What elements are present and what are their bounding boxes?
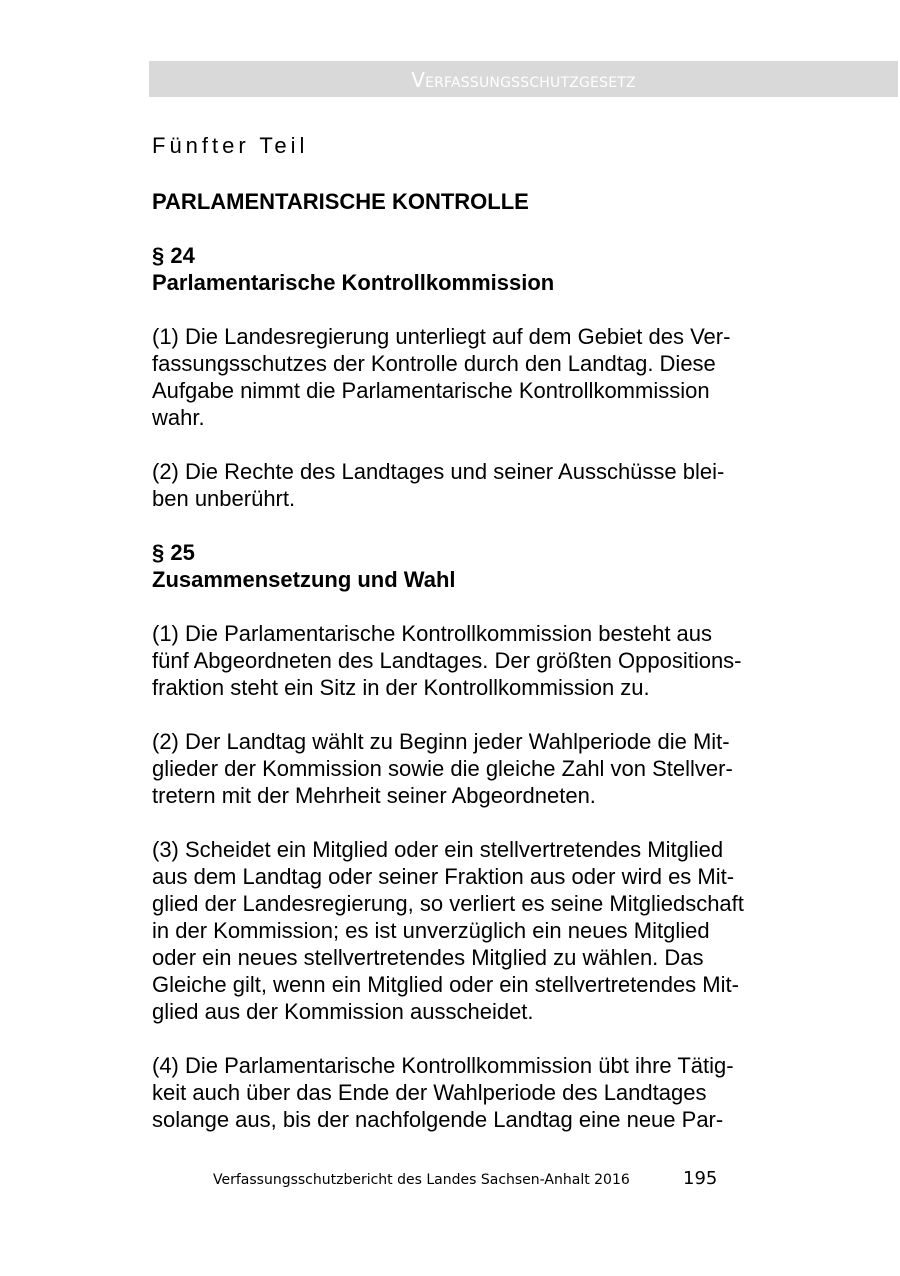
text-line: glieder der Kommission sowie die gleiche Zahl von Stellver- — [152, 756, 733, 781]
subsection-text — [152, 620, 792, 701]
subsection-text — [152, 458, 792, 512]
part-label: Fünfter Teil — [152, 133, 309, 158]
text-line: solange aus, bis der nachfolgende Landtag eine neue Par- — [152, 1107, 724, 1132]
page-footer: Verfassungsschutzbericht des Landes Sachsen-Anhalt 2016 — [213, 1172, 630, 1188]
text-line: Gleiche gilt, wenn ein Mitglied oder ein stellvertretendes Mit- — [152, 972, 739, 997]
subsection-text — [152, 1052, 792, 1133]
text-line: glied aus der Kommission ausscheidet. — [152, 999, 534, 1024]
subsection-text — [152, 836, 792, 1025]
paragraph-24 — [152, 242, 792, 512]
text-line: oder ein neues stellvertretendes Mitglied zu wählen. Das — [152, 945, 704, 970]
paragraph-number: § 25 — [152, 540, 195, 565]
text-line: fraktion steht ein Sitz in der Kontrollkommission zu. — [152, 675, 650, 700]
text-line: (2) Die Rechte des Landtages und seiner Ausschüsse blei- — [152, 459, 725, 484]
paragraph-25 — [152, 539, 792, 1133]
text-line: keit auch über das Ende der Wahlperiode des Landtages — [152, 1080, 707, 1105]
paragraph-title: Parlamentarische Kontrollkommission — [152, 270, 555, 295]
text-line: tretern mit der Mehrheit seiner Abgeordneten. — [152, 783, 596, 808]
text-line: (1) Die Landesregierung unterliegt auf dem Gebiet des Ver- — [152, 324, 731, 349]
text-line: in der Kommission; es ist unverzüglich ein neues Mitglied — [152, 918, 710, 943]
text-line: (4) Die Parlamentarische Kontrollkommission übt ihre Tätig- — [152, 1053, 734, 1078]
text-line: aus dem Landtag oder seiner Fraktion aus oder wird es Mit- — [152, 864, 735, 889]
paragraph-number: § 24 — [152, 243, 195, 268]
running-header-title: Verfassungsschutzgesetz — [411, 68, 636, 92]
text-line: Aufgabe nimmt die Parlamentarische Kontrollkommission — [152, 378, 710, 403]
text-line: wahr. — [152, 405, 205, 430]
text-line: ben unberührt. — [152, 486, 296, 511]
text-line: fassungsschutzes der Kontrolle durch den Landtag. Diese — [152, 351, 716, 376]
text-line: (3) Scheidet ein Mitglied oder ein stellvertretendes Mitglied — [152, 837, 724, 862]
text-line: (2) Der Landtag wählt zu Beginn jeder Wahlperiode die Mit- — [152, 729, 730, 754]
paragraph-title: Zusammensetzung und Wahl — [152, 567, 456, 592]
document-body — [152, 131, 792, 1133]
text-line: (1) Die Parlamentarische Kontrollkommission besteht aus — [152, 621, 713, 646]
text-line: glied der Landesregierung, so verliert es seine Mitgliedschaft — [152, 891, 744, 916]
text-line: fünf Abgeordneten des Landtages. Der größten Oppositions- — [152, 648, 742, 673]
running-header — [149, 61, 898, 97]
subsection-text — [152, 728, 792, 809]
section-heading: PARLAMENTARISCHE KONTROLLE — [152, 189, 529, 214]
subsection-text — [152, 323, 792, 431]
page-number: 195 — [683, 1168, 718, 1189]
